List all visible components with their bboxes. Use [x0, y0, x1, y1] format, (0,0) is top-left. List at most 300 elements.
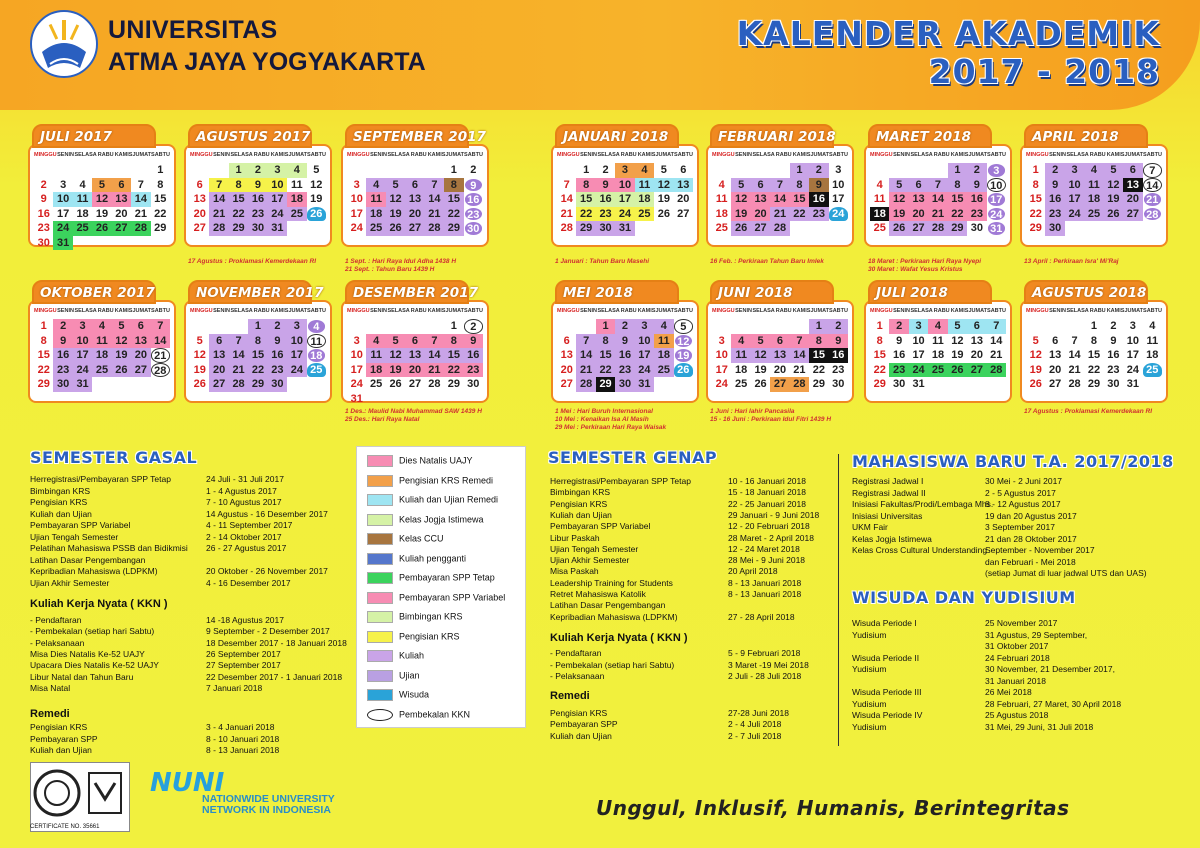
day-cell: 31: [73, 377, 92, 392]
weekday-label: KAMIS: [1106, 308, 1125, 314]
day-cell: 10: [268, 178, 287, 193]
weekday-header: [34, 149, 170, 163]
day-cell: 24: [987, 207, 1006, 222]
day-cell: 17: [1126, 349, 1139, 361]
day-cell: 10: [912, 334, 925, 347]
day-cell: 29: [37, 378, 50, 390]
month-card: [706, 300, 854, 403]
list-value: 2 - 7 Juli 2018: [728, 730, 782, 741]
weekday-label: RABU: [933, 308, 950, 314]
page-year: 2017 - 2018: [928, 52, 1160, 91]
month-calendar: [864, 280, 1012, 405]
list-value: 20 Oktober - 26 November 2017: [206, 566, 328, 576]
day-cell: 4: [928, 319, 947, 334]
list-value: 5 - 9 Februari 2018: [728, 648, 801, 658]
day-cell: 11: [731, 348, 750, 363]
day-cell: 1: [1090, 320, 1098, 332]
day-cell: 1: [229, 163, 248, 178]
list-value: 2 - 5 Agustus 2017: [985, 487, 1056, 498]
day-cell: 9: [464, 178, 483, 193]
list-label: - Pendaftaran: [30, 615, 82, 625]
weekday-label: RABU: [775, 308, 792, 314]
day-cell: 27: [909, 221, 928, 236]
day-cell: 16: [615, 348, 634, 363]
day-cell: 25: [735, 378, 748, 390]
list-value: 28 Maret - 2 April 2018: [728, 532, 814, 543]
day-cell: 14: [990, 334, 1003, 347]
day-cell: 18: [735, 363, 748, 376]
day-cell: 13: [770, 348, 789, 363]
month-calendar: [706, 280, 854, 405]
weekday-label: SABTU: [1143, 308, 1162, 314]
weekday-label: SABTU: [987, 152, 1006, 158]
empty-cell: [229, 319, 248, 334]
day-cell: 26: [754, 378, 767, 390]
day-cell: 6: [1052, 334, 1059, 347]
empty-cell: [405, 319, 424, 334]
day-cell: 10: [1065, 178, 1084, 193]
weekday-label: RABU: [620, 308, 637, 314]
day-cell: 5: [751, 334, 770, 349]
day-cell: 25: [654, 363, 673, 378]
list-value: 26 September 2017: [206, 648, 281, 659]
day-cell: 5: [1104, 163, 1123, 178]
day-cell: 31: [53, 236, 72, 251]
day-cell: 16: [37, 207, 50, 220]
weekday-label: SABTU: [987, 308, 1006, 314]
day-cell: 23: [248, 207, 267, 222]
day-cell: 9: [40, 193, 47, 205]
day-cell: 4: [1149, 320, 1156, 332]
day-cell: 17: [73, 348, 92, 363]
empty-cell: [53, 163, 72, 178]
day-cell: 6: [405, 334, 424, 349]
day-cell: 12: [310, 178, 323, 191]
day-cell: 4: [366, 334, 385, 349]
holiday-note: 21 Sept. : Tahun Baru 1439 H: [345, 266, 435, 273]
day-cell: 26: [193, 378, 206, 390]
day-cell: 26: [112, 363, 131, 378]
list-value: 31 Agustus, 29 September,: [985, 629, 1088, 640]
weekday-label: MINGGU: [1026, 152, 1049, 158]
day-cell: 16: [53, 348, 72, 363]
day-cell: 20: [909, 207, 928, 222]
day-cell: 8: [809, 334, 828, 349]
subsection-title: Remedi: [30, 708, 70, 720]
list-value: September - November 2017: [985, 545, 1095, 555]
day-cell: 22: [1087, 363, 1101, 376]
day-cell: 4: [307, 319, 326, 334]
legend-item: [367, 475, 493, 492]
weekday-label: KAMIS: [637, 152, 656, 158]
day-cell: 14: [425, 192, 444, 207]
day-cell: 4: [79, 178, 86, 191]
day-cell: 17: [1065, 192, 1084, 207]
day-cell: 20: [131, 348, 150, 363]
holiday-note: 1 Januari : Tahun Baru Masehi: [555, 258, 650, 265]
day-cell: 4: [366, 178, 385, 193]
day-cell: 13: [209, 348, 228, 363]
day-cell: 9: [896, 334, 903, 347]
day-grid: [870, 319, 1006, 392]
day-cell: 20: [405, 363, 424, 378]
legend-label: Pengisian KRS Remedi: [399, 474, 494, 485]
weekday-label: RABU: [775, 152, 792, 158]
day-cell: 12: [889, 192, 908, 207]
day-grid: [190, 163, 326, 236]
day-cell: 9: [464, 334, 483, 349]
day-cell: 10: [287, 334, 306, 349]
legend-swatch: [367, 611, 393, 623]
day-cell: 17: [350, 363, 363, 376]
day-cell: 24: [1065, 207, 1084, 222]
list-label: - Pendaftaran: [550, 648, 602, 658]
day-cell: 9: [248, 178, 267, 193]
day-cell: 7: [770, 178, 789, 193]
day-cell: 5: [92, 178, 111, 193]
day-cell: 1: [248, 319, 267, 334]
weekday-label: JUMAT: [968, 308, 988, 314]
holiday-note: 13 April : Perkiraan Isra' Mi'Raj: [1024, 258, 1119, 265]
day-cell: 11: [715, 193, 728, 205]
holiday-note: 17 Agustus : Proklamasi Kemerdekaan RI: [188, 258, 317, 265]
day-cell: 29: [229, 221, 248, 236]
weekday-label: MINGGU: [712, 152, 735, 158]
day-cell: 15: [596, 348, 615, 363]
empty-cell: [112, 163, 131, 178]
weekday-label: KAMIS: [270, 308, 289, 314]
day-cell: 22: [444, 363, 463, 378]
empty-cell: [712, 163, 731, 178]
list-label: Ujian Akhir Semester: [550, 555, 630, 566]
day-cell: 31: [987, 221, 1006, 236]
day-cell: 15: [576, 192, 595, 207]
day-cell: 13: [112, 192, 131, 207]
legend-item: [367, 611, 463, 628]
legend-item: [367, 631, 460, 648]
day-cell: 5: [386, 334, 405, 349]
day-cell: 16: [268, 348, 287, 363]
list-value: 7 Januari 2018: [206, 682, 263, 693]
list-value: 14 Agustus - 16 Desember 2017: [206, 508, 328, 519]
day-cell: 6: [405, 178, 424, 193]
day-cell: 12: [1029, 349, 1042, 361]
day-cell: 3: [353, 334, 360, 347]
day-cell: 24: [635, 363, 654, 378]
day-cell: 8: [948, 178, 967, 193]
day-grid: [190, 319, 326, 392]
list-value: 9 September - 2 Desember 2017: [206, 626, 330, 637]
list-value: 2 Juli - 28 Juli 2018: [728, 671, 802, 681]
day-cell: 8: [1032, 178, 1039, 191]
day-cell: 28: [428, 378, 441, 390]
list-value: 27 September 2017: [206, 660, 281, 671]
day-cell: 12: [386, 348, 405, 363]
weekday-label: SABTU: [674, 308, 693, 314]
day-cell: 13: [405, 348, 424, 363]
day-cell: 24: [1126, 363, 1139, 376]
weekday-label: KAMIS: [637, 308, 656, 314]
empty-cell: [425, 163, 444, 178]
legend-item: [367, 650, 424, 667]
day-cell: 18: [366, 207, 385, 222]
day-cell: 6: [967, 319, 986, 334]
day-cell: 27: [1123, 207, 1142, 222]
legend-swatch: [367, 572, 393, 584]
day-cell: 20: [209, 363, 228, 378]
day-cell: 24: [829, 207, 848, 222]
weekday-label: SABTU: [464, 308, 483, 314]
list-label: Registrasi Jadwal II: [852, 487, 926, 498]
list-label: Pengisian KRS: [550, 708, 608, 718]
weekday-label: JUMAT: [445, 152, 465, 158]
day-cell: 12: [193, 349, 206, 361]
weekday-label: SENIN: [580, 308, 597, 314]
weekday-label: RABU: [933, 152, 950, 158]
weekday-label: SABTU: [829, 152, 848, 158]
day-cell: 15: [1087, 349, 1101, 361]
day-cell: 4: [731, 334, 750, 349]
day-cell: 18: [366, 363, 385, 378]
day-cell: 25: [873, 222, 886, 234]
nuni-line2: NETWORK IN INDONESIA: [202, 804, 331, 816]
day-cell: 12: [674, 334, 693, 349]
holiday-note: 10 Mei : Kenaikan Isa Al Masih: [555, 416, 649, 423]
day-cell: 5: [313, 164, 320, 176]
day-cell: 11: [307, 334, 326, 349]
day-cell: 1: [583, 164, 590, 176]
weekday-label: SABTU: [151, 308, 170, 314]
day-cell: 1: [40, 320, 47, 332]
list-label: Pelatihan Mahasiswa PSSB dan Bidikmisi: [30, 543, 188, 553]
day-cell: 26: [92, 221, 111, 236]
day-cell: 14: [770, 192, 789, 207]
day-cell: 30: [970, 222, 983, 234]
day-cell: 2: [1110, 320, 1117, 332]
empty-cell: [1045, 319, 1064, 334]
list-label: Pengisian KRS: [550, 498, 608, 509]
day-cell: 9: [268, 334, 287, 349]
day-cell: 13: [560, 349, 573, 361]
day-cell: 2: [602, 164, 609, 176]
list-value: 21 dan 28 Oktober 2017: [985, 533, 1077, 544]
day-cell: 8: [229, 178, 248, 193]
day-cell: 2: [53, 319, 72, 334]
day-cell: 12: [92, 192, 111, 207]
day-cell: 11: [291, 178, 303, 191]
weekday-label: MINGGU: [870, 308, 893, 314]
month-calendar: [1020, 280, 1168, 405]
day-cell: 3: [615, 163, 634, 178]
day-cell: 4: [635, 163, 654, 178]
empty-cell: [928, 163, 947, 178]
day-cell: 3: [987, 163, 1006, 178]
weekday-label: SENIN: [370, 152, 387, 158]
weekday-label: SELASA: [230, 308, 253, 314]
empty-cell: [770, 319, 789, 334]
day-cell: 27: [408, 378, 422, 390]
empty-cell: [92, 163, 111, 178]
day-cell: 22: [790, 207, 809, 222]
list-value: 12 - 24 Maret 2018: [728, 543, 800, 554]
day-cell: 14: [229, 348, 248, 363]
subsection-title: Kuliah Kerja Nyata ( KKN ): [550, 632, 688, 644]
day-grid: [34, 319, 170, 392]
month-calendar: [28, 280, 176, 405]
day-cell: 21: [209, 207, 228, 222]
day-cell: 18: [92, 348, 111, 363]
list-value: 26 - 27 Agustus 2017: [206, 543, 287, 553]
day-cell: 28: [1068, 378, 1081, 390]
list-label: - Pembekalan (setiap hari Sabtu): [550, 659, 675, 670]
legend-item: [367, 709, 470, 726]
day-cell: 22: [948, 207, 967, 222]
day-cell: 2: [40, 178, 47, 191]
day-cell: 22: [1029, 207, 1042, 220]
day-cell: 2: [470, 164, 477, 176]
day-cell: 28: [1143, 207, 1162, 222]
weekday-label: KAMIS: [114, 152, 133, 158]
weekday-label: MINGGU: [712, 308, 735, 314]
day-cell: 14: [1143, 178, 1162, 193]
list-label: Misa Paskah: [550, 566, 599, 577]
month-card: [706, 144, 854, 247]
day-cell: 14: [151, 334, 170, 349]
day-cell: 4: [287, 163, 306, 178]
day-cell: 18: [307, 348, 326, 363]
day-cell: 11: [366, 348, 385, 363]
day-cell: 29: [154, 222, 167, 234]
empty-cell: [347, 319, 366, 334]
day-cell: 11: [654, 334, 673, 349]
day-cell: 19: [731, 207, 750, 222]
list-label: - Pelaksanaan: [550, 671, 605, 681]
day-cell: 28: [131, 221, 150, 236]
empty-cell: [34, 163, 53, 178]
day-cell: 1: [596, 319, 615, 334]
day-cell: 12: [654, 178, 673, 193]
day-cell: 8: [444, 334, 463, 349]
day-cell: 8: [248, 334, 267, 349]
day-cell: 29: [248, 377, 267, 392]
list-value: 24 Februari 2018: [985, 652, 1050, 663]
day-cell: 9: [829, 334, 848, 349]
day-cell: 21: [151, 348, 170, 363]
day-cell: 5: [386, 178, 405, 193]
legend-item: [367, 553, 466, 570]
month-card: [551, 144, 699, 247]
day-cell: 2: [268, 319, 287, 334]
list-value: dan Februari - Mei 2018: [985, 556, 1076, 567]
weekday-label: KAMIS: [792, 308, 811, 314]
day-cell: 21: [425, 363, 444, 378]
list-value: 8 - 12 Agustus 2017: [985, 499, 1061, 509]
day-cell: 23: [1107, 363, 1120, 376]
day-cell: 30: [893, 378, 906, 390]
list-value: 31 Mei, 29 Juni, 31 Juli 2018: [985, 721, 1094, 732]
day-cell: 19: [310, 193, 323, 205]
legend-label: Ujian: [399, 669, 420, 680]
day-cell: 29: [596, 377, 615, 392]
day-cell: 3: [60, 178, 67, 191]
day-cell: 25: [92, 363, 111, 378]
empty-cell: [731, 163, 750, 178]
day-cell: 11: [73, 192, 92, 207]
day-cell: 5: [731, 178, 750, 193]
day-cell: 24: [350, 378, 363, 390]
day-cell: 20: [773, 363, 787, 376]
day-cell: 11: [873, 193, 886, 205]
day-cell: 18: [635, 192, 654, 207]
day-cell: 27: [770, 377, 789, 392]
list-value: 27 - 28 April 2018: [728, 611, 795, 622]
list-label: Misa Dies Natalis Ke-52 UAJY: [30, 648, 145, 659]
day-cell: 30: [615, 377, 634, 392]
holiday-note: 29 Mei : Perkiraan Hari Raya Waisak: [555, 424, 667, 431]
month-calendar: [341, 124, 489, 249]
list-value: 24 Juli - 31 Juli 2017: [206, 474, 284, 484]
day-cell: 10: [832, 178, 845, 191]
weekday-header: [557, 149, 693, 163]
day-cell: 2: [1045, 163, 1064, 178]
day-cell: 20: [560, 363, 573, 376]
day-cell: 5: [660, 164, 667, 176]
day-cell: 26: [657, 207, 670, 220]
empty-cell: [751, 319, 770, 334]
day-cell: 28: [425, 221, 444, 236]
empty-cell: [557, 319, 576, 334]
day-cell: 2: [464, 319, 483, 334]
list-value: 27-28 Juni 2018: [728, 708, 789, 718]
day-cell: 19: [1029, 363, 1042, 376]
day-grid: [870, 163, 1006, 236]
day-cell: 17: [57, 207, 70, 220]
day-cell: 6: [1123, 163, 1142, 178]
month-calendar: [864, 124, 1012, 249]
day-cell: 31: [1126, 378, 1139, 390]
weekday-label: SELASA: [230, 152, 253, 158]
empty-cell: [425, 319, 444, 334]
day-cell: 24: [715, 378, 728, 390]
holiday-note: 1 Mei : Hari Buruh Internasional: [555, 408, 653, 415]
day-cell: 12: [951, 334, 964, 347]
day-cell: 14: [928, 192, 947, 207]
day-cell: 8: [596, 334, 615, 349]
legend-label: Kelas CCU: [399, 533, 444, 544]
nuni-line1: NATIONWIDE UNIVERSITY: [202, 793, 335, 805]
weekday-label: MINGGU: [557, 308, 580, 314]
day-cell: 30: [596, 221, 615, 236]
day-cell: 30: [53, 377, 72, 392]
day-cell: 15: [154, 193, 167, 205]
month-calendar: [341, 280, 489, 405]
month-card: [1020, 300, 1168, 403]
list-label: Wisuda Periode III: [852, 687, 922, 697]
empty-cell: [73, 163, 92, 178]
day-cell: 23: [464, 207, 483, 222]
day-cell: 27: [751, 221, 770, 236]
day-cell: 15: [37, 349, 50, 361]
day-cell: 11: [1146, 334, 1159, 347]
month-card: [28, 300, 176, 403]
day-cell: 28: [229, 377, 248, 392]
weekday-label: SELASA: [74, 308, 97, 314]
weekday-label: SELASA: [752, 152, 775, 158]
weekday-label: SELASA: [910, 152, 933, 158]
list-value: 4 - 11 September 2017: [206, 520, 293, 530]
day-cell: 25: [928, 363, 947, 378]
list-label: - Pelaksanaan: [30, 637, 85, 648]
